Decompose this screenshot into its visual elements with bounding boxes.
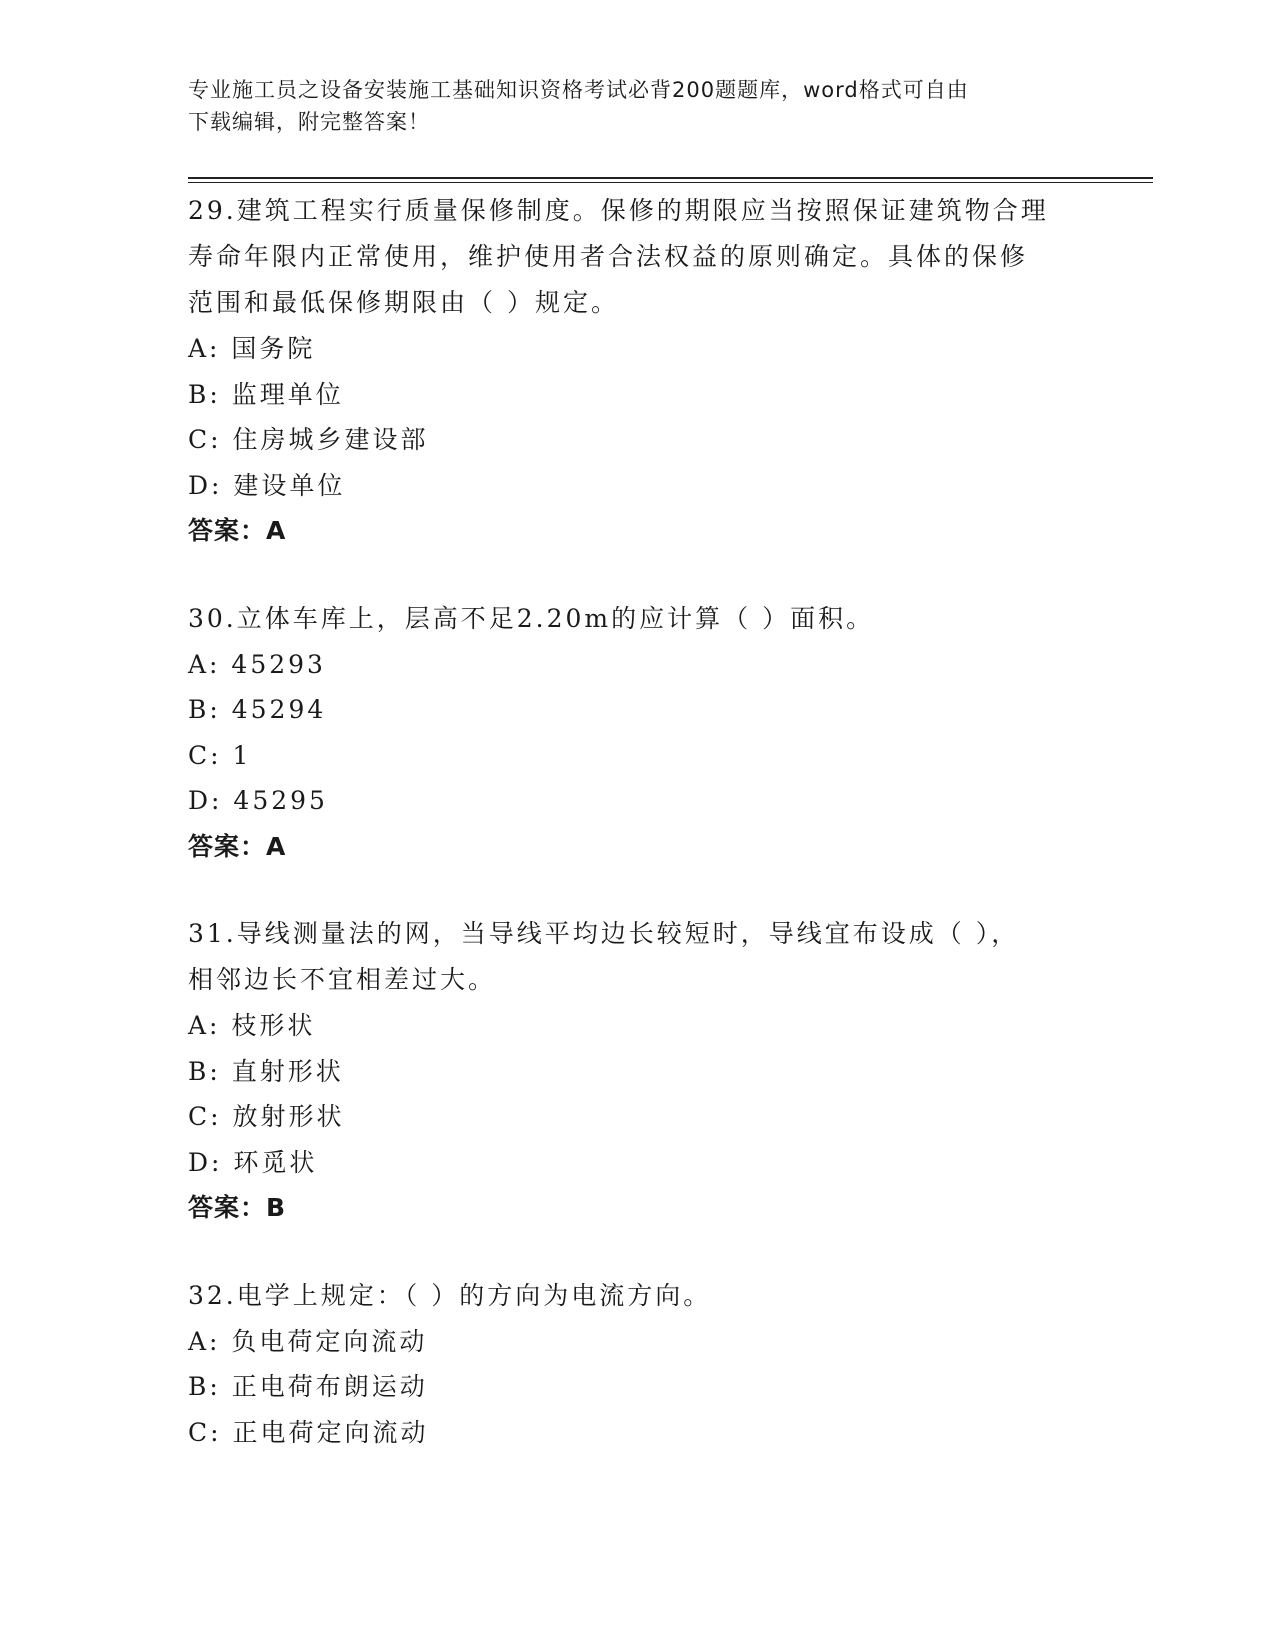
question-text: 32.电学上规定：（ ）的方向为电流方向。 <box>188 1280 712 1310</box>
option-d: D: 建设单位 <box>188 470 346 500</box>
question-31 <box>188 911 1088 1231</box>
question-text: 29.建筑工程实行质量保修制度。保修的期限应当按照保证建筑物合理 <box>188 196 1049 225</box>
option-b: B: 正电荷布朗运动 <box>188 1372 428 1401</box>
header-line: 专业施工员之设备安装施工基础知识资格考试必背200题题库，word格式可自由 <box>188 78 969 102</box>
header-line: 下载编辑，附完整答案！ <box>188 110 430 134</box>
option-c: C: 放射形状 <box>188 1102 345 1131</box>
option-d: D: 45295 <box>188 786 328 815</box>
header-divider <box>188 177 1153 179</box>
question-text: 31.导线测量法的网，当导线平均边长较短时，导线宜布设成（ ）， <box>188 919 1020 948</box>
option-a: A: 负电荷定向流动 <box>188 1326 428 1356</box>
question-text: 寿命年限内正常使用，维护使用者合法权益的原则确定。具体的保修 <box>188 242 1029 271</box>
question-list <box>188 188 1088 1455</box>
option-d: D: 环觅状 <box>188 1147 318 1177</box>
option-b: B: 监理单位 <box>188 379 344 409</box>
option-c: C: 正电荷定向流动 <box>188 1417 429 1447</box>
option-c: C: 住房城乡建设部 <box>188 425 429 454</box>
question-text: 范围和最低保修期限由（ ）规定。 <box>188 288 619 317</box>
question-32 <box>188 1273 1088 1456</box>
option-a: A: 45293 <box>188 649 326 679</box>
document-header <box>188 74 1088 138</box>
question-text: 30.立体车库上，层高不足2.20m的应计算（ ）面积。 <box>188 603 875 633</box>
header-divider <box>188 182 1153 183</box>
question-30 <box>188 596 1088 870</box>
option-a: A: 枝形状 <box>188 1011 316 1040</box>
answer: 答案：A <box>188 516 287 545</box>
question-29 <box>188 188 1088 554</box>
option-a: A: 国务院 <box>188 334 316 363</box>
option-b: B: 直射形状 <box>188 1056 344 1086</box>
question-text: 相邻边长不宜相差过大。 <box>188 965 497 994</box>
answer: 答案：B <box>188 1193 287 1222</box>
option-b: B: 45294 <box>188 695 327 724</box>
option-c: C: 1 <box>188 740 252 770</box>
answer: 答案：A <box>188 831 287 861</box>
